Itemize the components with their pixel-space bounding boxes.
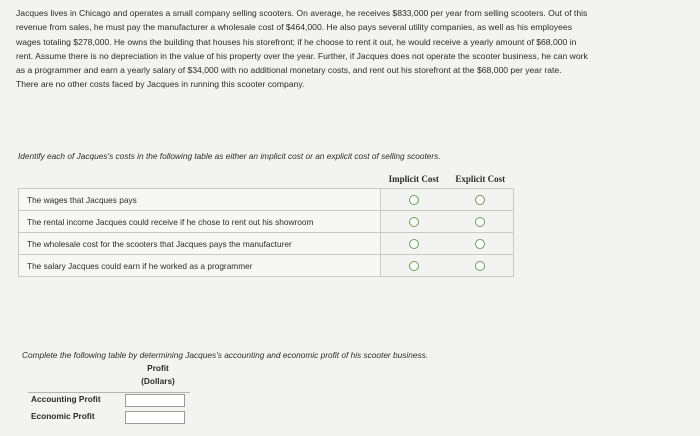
implicit-radio-rental-income[interactable]	[409, 217, 419, 227]
cost-row-label: The rental income Jacques could receive if he chose to rent out his showroom	[19, 211, 381, 233]
profit-header-label: Profit	[147, 363, 169, 373]
accounting-profit-label: Accounting Profit	[31, 394, 101, 404]
intro-line: revenue from sales, he must pay the manufacturer a wholesale cost of $464,000. He also pays several utility companies, as well as his employees	[16, 22, 573, 33]
cost-table-header	[19, 170, 514, 189]
explicit-radio-wages[interactable]	[475, 195, 485, 205]
table-row	[19, 255, 514, 277]
implicit-radio-wages[interactable]	[409, 195, 419, 205]
profit-header-unit: (Dollars)	[141, 376, 175, 386]
accounting-profit-input[interactable]	[125, 394, 185, 407]
intro-line: There are no other costs faced by Jacques in running this scooter company.	[16, 79, 305, 90]
profit-table-prompt: Complete the following table by determining Jacques's accounting and economic profit of his scooter business.	[22, 350, 429, 360]
table-row	[19, 233, 514, 255]
explicit-cost-header: Explicit Cost	[447, 170, 514, 189]
intro-line: as a programmer and earn a yearly salary of $34,000 with no additional monetary costs, and rent out his storefront at the $68,000 per year rate.	[16, 65, 562, 76]
cost-classification-table	[18, 170, 514, 277]
implicit-cost-header: Implicit Cost	[381, 170, 448, 189]
economic-profit-label: Economic Profit	[31, 411, 95, 421]
implicit-radio-salary[interactable]	[409, 261, 419, 271]
explicit-radio-rental-income[interactable]	[475, 217, 485, 227]
cost-row-label: The wages that Jacques pays	[19, 189, 381, 211]
implicit-radio-wholesale[interactable]	[409, 239, 419, 249]
intro-line: wages totaling $278,000. He owns the building that houses his storefront; if he choose to rent it out, he would receive a yearly amount of $68,000 in	[16, 36, 577, 47]
economic-profit-input[interactable]	[125, 411, 185, 424]
table-row	[19, 189, 514, 211]
intro-line: rent. Assume there is no depreciation in the value of his property over the year. Further, if Jacques does not operate the scooter business, he can work	[16, 50, 588, 61]
profit-column-header	[118, 362, 198, 388]
intro-line: Jacques lives in Chicago and operates a small company selling scooters. On average, he receives $833,000 per year from selling scooters. Out of this	[16, 8, 588, 18]
explicit-radio-wholesale[interactable]	[475, 239, 485, 249]
header-divider	[28, 392, 190, 393]
cost-row-label: The salary Jacques could earn if he worked as a programmer	[19, 255, 381, 277]
problem-statement	[16, 6, 694, 92]
cost-table-prompt: Identify each of Jacques's costs in the following table as either an implicit cost or an explicit cost of selling scooters.	[18, 151, 441, 161]
explicit-radio-salary[interactable]	[475, 261, 485, 271]
table-row	[19, 211, 514, 233]
cost-row-label: The wholesale cost for the scooters that Jacques pays the manufacturer	[19, 233, 381, 255]
